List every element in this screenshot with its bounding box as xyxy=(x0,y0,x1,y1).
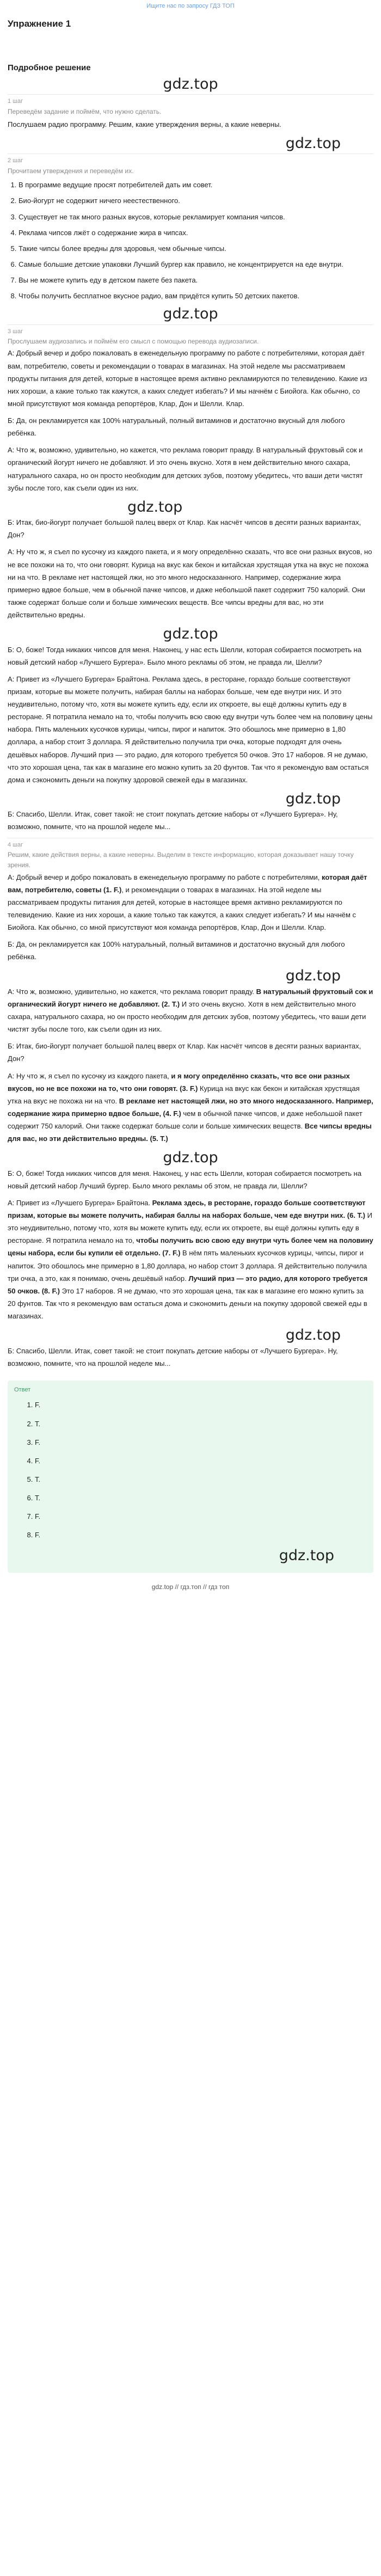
exercise-title: Упражнение 1 xyxy=(8,19,71,29)
dialogue-text: чем в обычной пачке чипсов, и даже небольшой пакет содержит 750 калорий. Они также содержат больше соли и больше химических веществ. xyxy=(8,1109,362,1131)
dialogue-paragraph: Б: Итак, био-йогурт получает большой палец вверх от Клар. Как насчёт чипсов в десяти разных вариантах, Дон? xyxy=(8,518,361,539)
watermark: gdz.top xyxy=(163,1149,218,1167)
step-note: Прослушаем аудиозапись и поймём его смысл с помощью перевода аудиозаписи. xyxy=(8,338,259,346)
step-note: Прочитаем утверждения и переведём их. xyxy=(8,167,134,175)
dialogue-text: Б: Да, он рекламируется как 100% натуральный, полный витаминов и достаточно вкусный для любого ребёнка. xyxy=(8,940,345,961)
dialogue-paragraph: Б: Да, он рекламируется как 100% натуральный, полный витаминов и достаточно вкусный для любого ребёнка. xyxy=(8,416,345,438)
step-4 xyxy=(8,838,373,1370)
dialogue-text: А: Ну что ж, я съел по кусочку из каждого пакета, xyxy=(8,1071,171,1080)
answer-label: Ответ xyxy=(14,1386,31,1393)
step-text: Послушаем радио программу. Решим, какие утверждения верны, а какие неверны. xyxy=(8,120,281,128)
evidence-highlight: которая даёт вам, потребителю, советы (1. F.) xyxy=(8,873,367,894)
dialogue-paragraph xyxy=(8,985,373,1036)
answer-item: 2. T. xyxy=(35,1418,367,1430)
solution-subtitle: Подробное решение xyxy=(8,63,91,72)
watermark: gdz.top xyxy=(279,1547,334,1565)
step-1 xyxy=(8,94,373,131)
evidence-highlight: чтобы получить всю свою еду внутри чуть более чем на половину цены набора, если бы купили её отдельно. (7. F.) xyxy=(8,1236,373,1258)
promo-banner[interactable]: Ищите нас по запросу ГДЗ ТОП xyxy=(146,3,235,9)
evidence-highlight: Лучший приз — это радио, для которого требуется 50 очков. (8. F.) xyxy=(8,1274,368,1295)
watermark: gdz.top xyxy=(285,1327,341,1344)
dialogue-text: А: Добрый вечер и добро пожаловать в еженедельную программу по работе с потребителями, xyxy=(8,873,322,881)
answer-item: 8. F. xyxy=(35,1529,367,1541)
answer-item: 5. T. xyxy=(35,1473,367,1486)
step-label: 2 шаг xyxy=(8,157,23,164)
watermark: gdz.top xyxy=(127,498,183,516)
dialogue-text: А: Привет из «Лучшего Бургера» Брайтона. xyxy=(8,1198,152,1207)
evidence-highlight: Все чипсы вредны для вас, но эти действительно вредны. (5. T.) xyxy=(8,1122,372,1143)
answer-item: 4. F. xyxy=(35,1455,367,1467)
dialogue-text: А: Что ж, возможно, удивительно, но кажется, что реклама говорит правду. xyxy=(8,987,256,996)
answer-item: 7. F. xyxy=(35,1510,367,1523)
dialogue-paragraph xyxy=(8,938,373,963)
statement-item: 6. Самые большие детские упаковки Лучший бургер как правило, не концентрируется на еде внутри. xyxy=(19,258,373,271)
dialogue-text: И это неудивительно, потому что, хотя вы можете купить еду, если их откроете, вы ещё должны купить еду в ресторане. Я потратила немало на то, xyxy=(8,1211,372,1245)
step-2 xyxy=(8,154,373,302)
dialogue-text: Это 17 наборов. Я не думаю, что это хорошая цена, так как в магазине его можно купить за 20 фунтов. Так что я рекомендую вам остаться дома и сэкономить деньги на покупку здоровой свежей еды в магазинах. xyxy=(8,1286,367,1321)
statement-item: 5. Такие чипсы более вредны для здоровья, чем обычные чипсы. xyxy=(19,242,373,255)
dialogue-paragraph: А: Ну что ж, я съел по кусочку из каждого пакета, и я могу определённо сказать, что все они разных вкусов, но не все похожи на то, что они говорят. Курица на вкус как бекон и китайская хрустящая утка на вкус не похожа ни на что. В рекламе нет настоящей лжи, но это много недосказанного. Например, содержание жира примерно вдвое больше, чем в обычной пачке чипсов, и даже небольшой пакет содержит 750 калорий. Они также содержат больше соли и больше химических веществ. Все чипсы вредны для вас, но эти действительно вредны. xyxy=(8,548,372,620)
evidence-highlight: В натуральный фруктовый сок и органический йогурт ничего не добавляют. (2. T.) xyxy=(8,987,373,1008)
answer-item: 3. F. xyxy=(35,1436,367,1449)
step-3 xyxy=(8,324,373,833)
translation-dialogue xyxy=(8,347,373,833)
watermark: gdz.top xyxy=(163,625,218,643)
dialogue-paragraph xyxy=(8,1040,373,1065)
answer-list xyxy=(14,1399,367,1541)
dialogue-paragraph xyxy=(8,1197,373,1322)
statement-item: 7. Вы не можете купить еду в детском пакете без пакета. xyxy=(19,274,373,286)
dialogue-text: Б: Итак, био-йогурт получает большой палец вверх от Клар. Как насчёт чипсов в десяти разных вариантах, Дон? xyxy=(8,1042,361,1063)
statement-list xyxy=(8,179,373,302)
step-note: Переведём задание и поймём, что нужно сделать. xyxy=(8,107,162,115)
dialogue-paragraph: А: Добрый вечер и добро пожаловать в еженедельную программу по работе с потребителями, которая даёт вам, потребителю, советы и рекомендации о товарах в магазинах. На этой неделе мы рассматриваем продукты питания для детей, которые в настоящее время активно рекламируются по телевидению. Какие из них хороши, а какие только так кажутся, а каких следует избегать? И мы начнём с Биойога. Как обычно, со мной присутствуют моя команда репортёров, Клар, Дон и Шелли. Клар. xyxy=(8,349,367,408)
watermark: gdz.top xyxy=(163,75,218,93)
answer-item: 1. F. xyxy=(35,1399,367,1411)
evidence-highlight: В рекламе нет настоящей лжи, но это много недосказанного. Например, содержание жира примерно вдвое больше, (4. F.) xyxy=(8,1096,373,1118)
dialogue-paragraph: А: Что ж, возможно, удивительно, но кажется, что реклама говорит правду. В натуральный фруктовый сок и органический йогурт ничего не добавляют. И это очень вкусно. Хотя в нем действительно много сахара, натурального сахара, но он просто необходим для детских зубов, поэтому убедитесь, что ваши дети чистят зубы после того, как съели один из них. xyxy=(8,446,363,492)
solution-page xyxy=(0,17,381,1593)
dialogue-text: В нём пять маленьких кусочков курицы, чипсы, пирог и напиток. Это обошлось мне примерно в 1,80 доллара, но набор стоит 3 доллара. Я действительно получила три очка, а это, как я понимаю, очень дешёвый набор. xyxy=(8,1249,367,1283)
step-label: 4 шаг xyxy=(8,841,23,848)
watermark: gdz.top xyxy=(163,305,218,323)
dialogue-paragraph: Б: Спасибо, Шелли. Итак, совет такой: не стоит покупать детские наборы от «Лучшего Бургера». Ну, возможно, помните, что на прошлой неделе мы... xyxy=(8,810,338,831)
dialogue-paragraph xyxy=(8,1070,373,1145)
dialogue-paragraph: А: Привет из «Лучшего Бургера» Брайтона. Реклама здесь, в ресторане, гораздо больше соответствуют призам, которые вы можете получить, набирая баллы на наборах больше, чем еде внутри них. И это неудивительно, потому что, хотя вы можете купить еду, если их откроете, вы ещё должны купить еду в ресторане. Я потратила немало на то, чтобы получить всю свою еду внутри чуть более чем на половину цены набора. Пять маленьких кусочков курицы, чипсы, пирог и напиток. Это обошлось мне примерно в 1,80 доллара, а набор стоит 3 доллара. Я действительно получила три очка, которые подходят для очень дешёвых наборов. Лучший приз — это радио, для которого требуется 50 очков. Это 17 наборов. Я не думаю, что это хорошая цена, так как в магазине его можно купить за 20 фунтов. Так что я рекомендую вам остаться дома и сэкономить деньги на покупку здоровой свежей еды в магазинах. xyxy=(8,674,373,784)
dialogue-paragraph xyxy=(8,871,373,934)
statement-item: 4. Реклама чипсов лжёт о содержание жира в чипсах. xyxy=(19,226,373,239)
annotated-dialogue xyxy=(8,871,373,1370)
statement-item: 1. В программе ведущие просят потребителей дать им совет. xyxy=(19,179,373,191)
watermark: gdz.top xyxy=(285,967,341,985)
footer-links[interactable]: gdz.top // гдз.топ // гдз топ xyxy=(151,1583,230,1591)
step-label: 1 шаг xyxy=(8,98,23,105)
statement-item: 2. Био-йогурт не содержит ничего неестественного. xyxy=(19,194,373,207)
dialogue-text: И это очень вкусно. Хотя в нем действительно много сахара, натурального сахара, но он просто необходим для детских зубов, поэтому убедитесь, что ваши дети чистят зубы после того, как съели один из них. xyxy=(8,999,366,1034)
dialogue-paragraph xyxy=(8,1345,373,1370)
dialogue-text: Курица на вкус как бекон и китайская хрустящая утка на вкус не похожа ни на что. xyxy=(8,1084,360,1105)
dialogue-text: , и рекомендации о товарах в магазинах. На этой неделе мы рассматриваем продукты питания для детей, которые в настоящее время активно рекламируются по телевидению. Какие из них хороши, а какие только так кажутся, а каких следует избегать? И мы начнём с Биойога. Как обычно, со мной присутствуют моя команда репортёров, Клар, Дон и Шелли. Клар. xyxy=(8,885,357,932)
statement-item: 3. Существует не так много разных вкусов, которые рекламирует компания чипсов. xyxy=(19,211,373,223)
watermark: gdz.top xyxy=(285,790,341,807)
dialogue-text: Б: О, боже! Тогда никаких чипсов для меня. Наконец, у нас есть Шелли, которая собирается посмотреть на новый детский набор Лучший бургер. Было много рекламы об этом, не правда ли, Шелли? xyxy=(8,1169,362,1190)
answer-item: 6. T. xyxy=(35,1492,367,1504)
watermark: gdz.top xyxy=(285,135,341,152)
dialogue-text: Б: Спасибо, Шелли. Итак, совет такой: не стоит покупать детские наборы от «Лучшего Бургера». Ну, возможно, помните, что на прошлой неделе мы... xyxy=(8,1346,338,1367)
statement-item: 8. Чтобы получить бесплатное вкусное радио, вам придётся купить 50 детских пакетов. xyxy=(19,290,373,302)
step-label: 3 шаг xyxy=(8,328,23,335)
dialogue-paragraph xyxy=(8,1167,373,1192)
dialogue-paragraph: Б: О, боже! Тогда никаких чипсов для меня. Наконец, у нас есть Шелли, которая собирается посмотреть на новый детский набор «Лучшего Бургера». Было много рекламы об этом, не правда ли, Шелли? xyxy=(8,645,362,666)
step-note: Решим, какие действия верны, а какие неверны. Выделим в тексте информацию, которая доказывает нашу точку зрения. xyxy=(8,851,354,869)
evidence-highlight: Реклама здесь, в ресторане, гораздо больше соответствуют призам, которые вы можете получить, набирая баллы на наборах больше, чем еде внутри них. (6. T.) xyxy=(8,1198,366,1220)
evidence-highlight: и я могу определённо сказать, что все они разных вкусов, но не все похожи на то, что они говорят. (3. F.) xyxy=(8,1071,350,1093)
answer-box xyxy=(8,1381,373,1573)
